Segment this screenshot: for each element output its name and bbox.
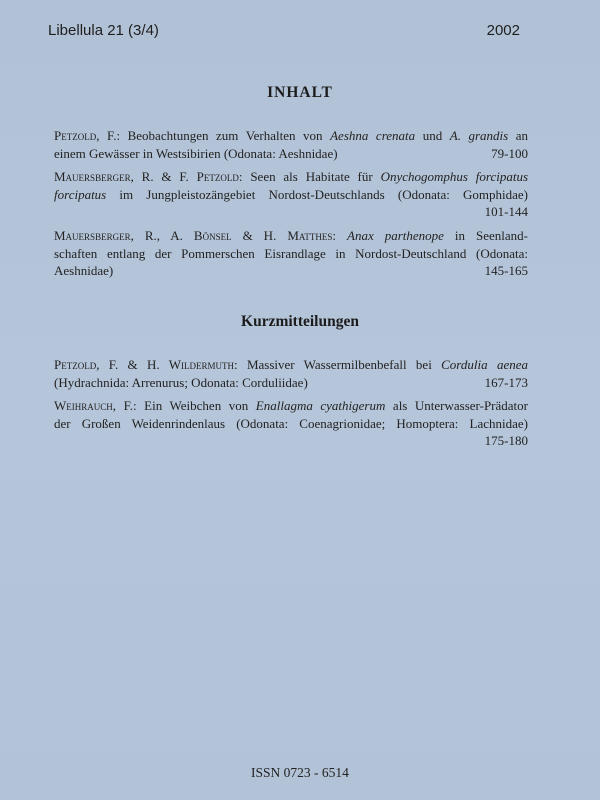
journal-name: Libellula 21 (3/4) bbox=[48, 22, 159, 39]
species-name: Onychogomphus forcipatus bbox=[380, 169, 529, 184]
page-range: 175-180 bbox=[484, 433, 528, 448]
toc-entry-line: einem Gewässer in Westsibirien (Odonata: Aeshnidae) 79-100 bbox=[54, 145, 528, 161]
toc-entry-line: Petzold, F. & H. Wildermuth: Massiver Wassermilbenbefall bei Cordulia aenea bbox=[54, 357, 528, 372]
toc-entry-line: (Hydrachnida: Arrenurus; Odonata: Corduliidae) 167-173 bbox=[54, 374, 528, 390]
page-range: 167-173 bbox=[484, 374, 528, 390]
toc-entry bbox=[54, 397, 528, 450]
journal-year: 2002 bbox=[486, 22, 520, 39]
toc-entry bbox=[54, 168, 528, 221]
entry-authors: Petzold, F.: bbox=[54, 128, 121, 143]
short-notes-heading: Kurzmitteilungen bbox=[241, 313, 359, 330]
species-name: Enallagma cyathigerum bbox=[255, 398, 386, 413]
species-name: Cordulia aenea bbox=[441, 357, 528, 372]
toc-entry-line: Aeshnidae) 145-165 bbox=[54, 263, 528, 278]
entry-authors: Mauersberger, R. & F. Petzold: bbox=[54, 169, 243, 184]
toc-entry bbox=[54, 127, 528, 162]
page-range: 101-144 bbox=[484, 204, 528, 219]
species-name: Aeshna crenata bbox=[330, 128, 416, 143]
issn-number: ISSN 0723 - 6514 bbox=[251, 765, 349, 780]
species-name: A. grandis bbox=[449, 128, 509, 143]
toc-entry-line: schaften entlang der Pommerschen Eisrandlage in Nordost-Deutschland (Odonata: bbox=[54, 245, 528, 261]
species-name: forcipatus bbox=[54, 186, 107, 202]
toc-entry-line: Mauersberger, R., A. Bönsel & H. Matthes: Anax parthenope in Seenland- bbox=[54, 228, 529, 243]
toc-entry-line: Petzold, F.: Beobachtungen zum Verhalten von Aeshna crenata und A. grandis an bbox=[54, 128, 529, 143]
entry-authors: Mauersberger, R., A. Bönsel & H. Matthes: bbox=[54, 228, 336, 243]
entry-authors: Petzold, F. & H. Wildermuth: bbox=[54, 357, 238, 372]
toc-entry bbox=[54, 227, 528, 280]
toc-entry-line: forcipatus im Jungpleistozängebiet Nordost-Deutschlands (Odonata: Gomphidae) bbox=[54, 186, 528, 202]
page-range: 145-165 bbox=[484, 263, 528, 278]
toc-entry-line: Weihrauch, F.: Ein Weibchen von Enallagma cyathigerum als Unterwasser-Prädator bbox=[54, 398, 528, 413]
contents-heading: INHALT bbox=[267, 84, 333, 101]
toc-entry-line: Mauersberger, R. & F. Petzold: Seen als Habitate für Onychogomphus forcipatus bbox=[54, 169, 529, 184]
toc-entry-line: der Großen Weidenrindenlaus (Odonata: Coenagrionidae; Homoptera: Lachnidae) bbox=[54, 415, 528, 431]
toc-entry bbox=[54, 356, 528, 391]
page-range: 79-100 bbox=[491, 145, 528, 161]
species-name: Anax parthenope bbox=[347, 228, 444, 243]
entry-authors: Weihrauch, F.: bbox=[54, 398, 137, 413]
